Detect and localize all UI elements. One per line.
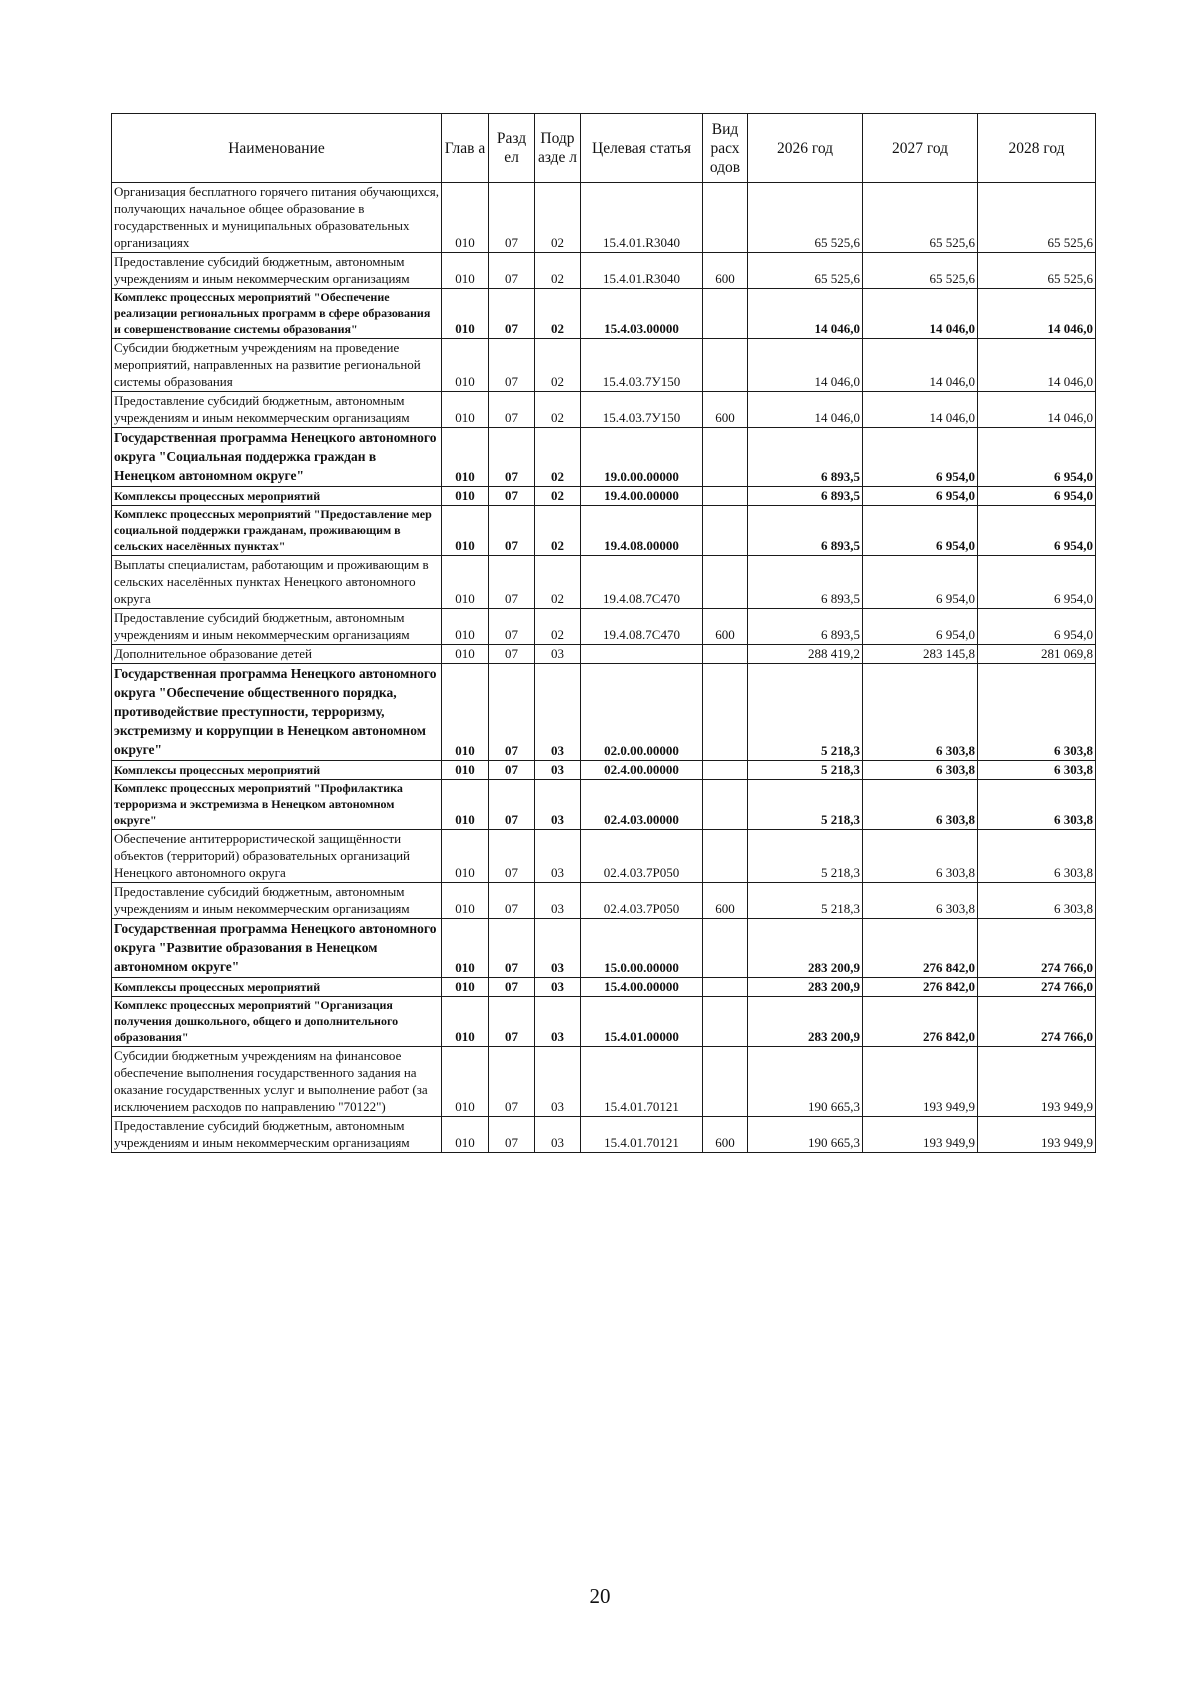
row-razdel-cell: 07 [489,183,535,253]
row-podrazdel-cell: 02 [535,506,581,556]
table-row [112,609,1096,645]
row-year-2028-cell: 6 954,0 [978,428,1096,487]
header-razdel: Разд ел [489,114,535,183]
row-glava-cell: 010 [442,919,489,978]
row-tselevaya-statya-cell: 19.4.08.7С470 [581,609,703,645]
row-razdel-cell: 07 [489,645,535,664]
row-glava-cell: 010 [442,645,489,664]
row-year-2028-cell: 14 046,0 [978,392,1096,428]
row-year-2026-cell: 5 218,3 [748,664,863,761]
table-row [112,645,1096,664]
table-row [112,556,1096,609]
row-year-2027-cell: 6 303,8 [863,780,978,830]
row-year-2027-cell: 14 046,0 [863,339,978,392]
row-glava-cell: 010 [442,883,489,919]
row-glava-cell: 010 [442,609,489,645]
row-name-cell: Субсидии бюджетным учреждениям на проведение мероприятий, направленных на развитие региональной системы образования [112,339,442,392]
row-year-2026-cell: 5 218,3 [748,883,863,919]
row-glava-cell: 010 [442,1047,489,1117]
row-vid-rashodov-cell [703,830,748,883]
row-tselevaya-statya-cell: 15.0.00.00000 [581,919,703,978]
row-year-2028-cell: 193 949,9 [978,1047,1096,1117]
row-year-2026-cell: 6 893,5 [748,506,863,556]
row-year-2026-cell: 283 200,9 [748,997,863,1047]
row-glava-cell: 010 [442,780,489,830]
row-tselevaya-statya-cell: 15.4.01.00000 [581,997,703,1047]
row-year-2027-cell: 6 954,0 [863,609,978,645]
row-year-2027-cell: 276 842,0 [863,997,978,1047]
row-year-2027-cell: 6 954,0 [863,506,978,556]
row-razdel-cell: 07 [489,883,535,919]
row-year-2027-cell: 283 145,8 [863,645,978,664]
row-podrazdel-cell: 03 [535,761,581,780]
row-year-2026-cell: 5 218,3 [748,780,863,830]
row-name-cell: Предоставление субсидий бюджетным, автономным учреждениям и иным некоммерческим организациям [112,609,442,645]
row-year-2026-cell: 283 200,9 [748,919,863,978]
row-tselevaya-statya-cell: 02.4.03.00000 [581,780,703,830]
row-year-2026-cell: 14 046,0 [748,392,863,428]
table-row [112,664,1096,761]
row-year-2026-cell: 14 046,0 [748,289,863,339]
row-podrazdel-cell: 02 [535,253,581,289]
row-podrazdel-cell: 03 [535,645,581,664]
row-year-2027-cell: 193 949,9 [863,1047,978,1117]
row-year-2028-cell: 6 303,8 [978,883,1096,919]
row-year-2026-cell: 288 419,2 [748,645,863,664]
row-year-2028-cell: 14 046,0 [978,339,1096,392]
row-name-cell: Государственная программа Ненецкого автономного округа "Развитие образования в Ненецком автономном округе" [112,919,442,978]
row-name-cell: Комплексы процессных мероприятий [112,761,442,780]
row-year-2026-cell: 14 046,0 [748,339,863,392]
row-vid-rashodov-cell: 600 [703,1117,748,1153]
row-name-cell: Организация бесплатного горячего питания обучающихся, получающих начальное общее образование в государственных и муниципальных образовательных организациях [112,183,442,253]
row-year-2028-cell: 6 954,0 [978,487,1096,506]
row-vid-rashodov-cell [703,339,748,392]
row-tselevaya-statya-cell: 15.4.01.70121 [581,1117,703,1153]
row-vid-rashodov-cell [703,556,748,609]
table-body [112,183,1096,1153]
row-name-cell: Дополнительное образование детей [112,645,442,664]
row-name-cell: Комплекс процессных мероприятий "Организация получения дошкольного, общего и дополнительного образования" [112,997,442,1047]
row-podrazdel-cell: 03 [535,1047,581,1117]
row-year-2028-cell: 281 069,8 [978,645,1096,664]
header-year-2026: 2026 год [748,114,863,183]
row-podrazdel-cell: 02 [535,487,581,506]
row-year-2027-cell: 6 954,0 [863,428,978,487]
row-year-2026-cell: 190 665,3 [748,1047,863,1117]
row-name-cell: Предоставление субсидий бюджетным, автономным учреждениям и иным некоммерческим организациям [112,253,442,289]
row-tselevaya-statya-cell: 02.0.00.00000 [581,664,703,761]
row-vid-rashodov-cell [703,780,748,830]
row-tselevaya-statya-cell: 15.4.00.00000 [581,978,703,997]
table-row [112,780,1096,830]
row-podrazdel-cell: 03 [535,830,581,883]
page-number: 20 [589,1584,611,1608]
row-year-2028-cell: 6 303,8 [978,664,1096,761]
row-vid-rashodov-cell [703,506,748,556]
row-year-2026-cell: 6 893,5 [748,487,863,506]
row-podrazdel-cell: 02 [535,556,581,609]
table-row [112,978,1096,997]
row-name-cell: Комплекс процессных мероприятий "Обеспечение реализации региональных программ в сфере образования и совершенствование системы образования" [112,289,442,339]
row-razdel-cell: 07 [489,428,535,487]
row-glava-cell: 010 [442,289,489,339]
row-vid-rashodov-cell [703,919,748,978]
row-razdel-cell: 07 [489,392,535,428]
row-razdel-cell: 07 [489,556,535,609]
row-vid-rashodov-cell [703,428,748,487]
row-name-cell: Комплексы процессных мероприятий [112,978,442,997]
row-year-2027-cell: 14 046,0 [863,289,978,339]
row-razdel-cell: 07 [489,1047,535,1117]
row-razdel-cell: 07 [489,289,535,339]
row-tselevaya-statya-cell: 19.0.00.00000 [581,428,703,487]
row-tselevaya-statya-cell: 02.4.00.00000 [581,761,703,780]
header-vid-rashodov: Вид расх одов [703,114,748,183]
row-name-cell: Субсидии бюджетным учреждениям на финансовое обеспечение выполнения государственного задания на оказание государственных услуг и выполнение работ (за исключением расходов по направлению "70122") [112,1047,442,1117]
row-podrazdel-cell: 03 [535,997,581,1047]
table-row [112,883,1096,919]
row-razdel-cell: 07 [489,830,535,883]
row-podrazdel-cell: 03 [535,883,581,919]
row-razdel-cell: 07 [489,1117,535,1153]
row-name-cell: Комплекс процессных мероприятий "Предоставление мер социальной поддержки гражданам, проживающим в сельских населённых пунктах" [112,506,442,556]
row-podrazdel-cell: 02 [535,183,581,253]
row-year-2028-cell: 274 766,0 [978,919,1096,978]
row-podrazdel-cell: 03 [535,780,581,830]
row-podrazdel-cell: 03 [535,664,581,761]
row-glava-cell: 010 [442,506,489,556]
row-year-2026-cell: 5 218,3 [748,830,863,883]
row-vid-rashodov-cell [703,1047,748,1117]
row-vid-rashodov-cell: 600 [703,253,748,289]
row-year-2028-cell: 6 303,8 [978,830,1096,883]
row-vid-rashodov-cell [703,978,748,997]
table-header-row [112,114,1096,183]
row-vid-rashodov-cell [703,645,748,664]
row-year-2028-cell: 274 766,0 [978,997,1096,1047]
row-year-2027-cell: 6 303,8 [863,830,978,883]
row-vid-rashodov-cell [703,997,748,1047]
row-name-cell: Предоставление субсидий бюджетным, автономным учреждениям и иным некоммерческим организациям [112,1117,442,1153]
row-podrazdel-cell: 02 [535,392,581,428]
budget-table [111,113,1096,1153]
row-year-2027-cell: 6 303,8 [863,664,978,761]
row-tselevaya-statya-cell [581,645,703,664]
row-year-2027-cell: 6 954,0 [863,556,978,609]
row-vid-rashodov-cell [703,761,748,780]
row-year-2027-cell: 6 303,8 [863,883,978,919]
row-year-2028-cell: 65 525,6 [978,183,1096,253]
row-podrazdel-cell: 03 [535,978,581,997]
table-row [112,761,1096,780]
row-tselevaya-statya-cell: 02.4.03.7Р050 [581,883,703,919]
row-year-2026-cell: 190 665,3 [748,1117,863,1153]
row-podrazdel-cell: 02 [535,428,581,487]
header-podrazdel: Подр азде л [535,114,581,183]
header-name: Наименование [112,114,442,183]
row-podrazdel-cell: 02 [535,609,581,645]
row-year-2026-cell: 283 200,9 [748,978,863,997]
row-glava-cell: 010 [442,183,489,253]
row-year-2027-cell: 6 954,0 [863,487,978,506]
row-year-2028-cell: 193 949,9 [978,1117,1096,1153]
row-year-2028-cell: 6 954,0 [978,556,1096,609]
row-tselevaya-statya-cell: 15.4.03.00000 [581,289,703,339]
header-year-2027: 2027 год [863,114,978,183]
row-razdel-cell: 07 [489,780,535,830]
row-razdel-cell: 07 [489,664,535,761]
row-razdel-cell: 07 [489,761,535,780]
row-year-2027-cell: 6 303,8 [863,761,978,780]
row-glava-cell: 010 [442,664,489,761]
row-year-2026-cell: 6 893,5 [748,428,863,487]
row-podrazdel-cell: 03 [535,919,581,978]
table-row [112,428,1096,487]
table-row [112,506,1096,556]
row-glava-cell: 010 [442,253,489,289]
row-podrazdel-cell: 03 [535,1117,581,1153]
row-tselevaya-statya-cell: 19.4.08.7С470 [581,556,703,609]
table-row [112,997,1096,1047]
row-year-2028-cell: 6 303,8 [978,780,1096,830]
table-row [112,183,1096,253]
row-glava-cell: 010 [442,392,489,428]
row-razdel-cell: 07 [489,506,535,556]
row-razdel-cell: 07 [489,339,535,392]
row-name-cell: Предоставление субсидий бюджетным, автономным учреждениям и иным некоммерческим организациям [112,883,442,919]
row-vid-rashodov-cell [703,487,748,506]
row-vid-rashodov-cell [703,183,748,253]
table-row [112,1047,1096,1117]
row-name-cell: Комплекс процессных мероприятий "Профилактика терроризма и экстремизма в Ненецком автономном округе" [112,780,442,830]
row-razdel-cell: 07 [489,919,535,978]
row-glava-cell: 010 [442,1117,489,1153]
row-year-2026-cell: 6 893,5 [748,609,863,645]
row-year-2027-cell: 14 046,0 [863,392,978,428]
row-glava-cell: 010 [442,978,489,997]
row-tselevaya-statya-cell: 15.4.01.R3040 [581,183,703,253]
row-vid-rashodov-cell [703,664,748,761]
row-tselevaya-statya-cell: 15.4.01.R3040 [581,253,703,289]
row-year-2027-cell: 193 949,9 [863,1117,978,1153]
row-year-2026-cell: 5 218,3 [748,761,863,780]
header-tselevaya-statya: Целевая статья [581,114,703,183]
table-row [112,487,1096,506]
table-row [112,253,1096,289]
row-year-2027-cell: 65 525,6 [863,253,978,289]
table-row [112,1117,1096,1153]
row-name-cell: Государственная программа Ненецкого автономного округа "Обеспечение общественного порядка, противодействие преступности, терроризму, экстремизму и коррупции в Ненецком автономном округе" [112,664,442,761]
table-row [112,830,1096,883]
row-tselevaya-statya-cell: 15.4.01.70121 [581,1047,703,1117]
table-row [112,339,1096,392]
row-year-2028-cell: 274 766,0 [978,978,1096,997]
row-year-2028-cell: 65 525,6 [978,253,1096,289]
row-razdel-cell: 07 [489,253,535,289]
row-name-cell: Обеспечение антитеррористической защищённости объектов (территорий) образовательных организаций Ненецкого автономного округа [112,830,442,883]
row-razdel-cell: 07 [489,997,535,1047]
row-podrazdel-cell: 02 [535,339,581,392]
row-razdel-cell: 07 [489,487,535,506]
row-tselevaya-statya-cell: 15.4.03.7У150 [581,339,703,392]
row-podrazdel-cell: 02 [535,289,581,339]
table-row [112,289,1096,339]
row-year-2026-cell: 65 525,6 [748,253,863,289]
row-glava-cell: 010 [442,830,489,883]
row-glava-cell: 010 [442,487,489,506]
row-tselevaya-statya-cell: 19.4.08.00000 [581,506,703,556]
row-glava-cell: 010 [442,339,489,392]
row-year-2027-cell: 65 525,6 [863,183,978,253]
header-year-2028: 2028 год [978,114,1096,183]
row-year-2026-cell: 6 893,5 [748,556,863,609]
row-glava-cell: 010 [442,556,489,609]
row-vid-rashodov-cell [703,289,748,339]
row-glava-cell: 010 [442,428,489,487]
row-vid-rashodov-cell: 600 [703,883,748,919]
row-vid-rashodov-cell: 600 [703,392,748,428]
row-name-cell: Государственная программа Ненецкого автономного округа "Социальная поддержка граждан в Ненецком автономном округе" [112,428,442,487]
row-tselevaya-statya-cell: 19.4.00.00000 [581,487,703,506]
row-year-2028-cell: 6 954,0 [978,506,1096,556]
row-year-2028-cell: 6 303,8 [978,761,1096,780]
row-year-2026-cell: 65 525,6 [748,183,863,253]
row-glava-cell: 010 [442,997,489,1047]
table-row [112,392,1096,428]
row-name-cell: Предоставление субсидий бюджетным, автономным учреждениям и иным некоммерческим организациям [112,392,442,428]
row-name-cell: Комплексы процессных мероприятий [112,487,442,506]
header-glava: Глав а [442,114,489,183]
row-year-2027-cell: 276 842,0 [863,919,978,978]
row-name-cell: Выплаты специалистам, работающим и проживающим в сельских населённых пунктах Ненецкого автономного округа [112,556,442,609]
row-vid-rashodov-cell: 600 [703,609,748,645]
row-razdel-cell: 07 [489,609,535,645]
row-year-2028-cell: 14 046,0 [978,289,1096,339]
table-row [112,919,1096,978]
row-razdel-cell: 07 [489,978,535,997]
row-glava-cell: 010 [442,761,489,780]
row-year-2027-cell: 276 842,0 [863,978,978,997]
row-tselevaya-statya-cell: 15.4.03.7У150 [581,392,703,428]
row-tselevaya-statya-cell: 02.4.03.7Р050 [581,830,703,883]
row-year-2028-cell: 6 954,0 [978,609,1096,645]
